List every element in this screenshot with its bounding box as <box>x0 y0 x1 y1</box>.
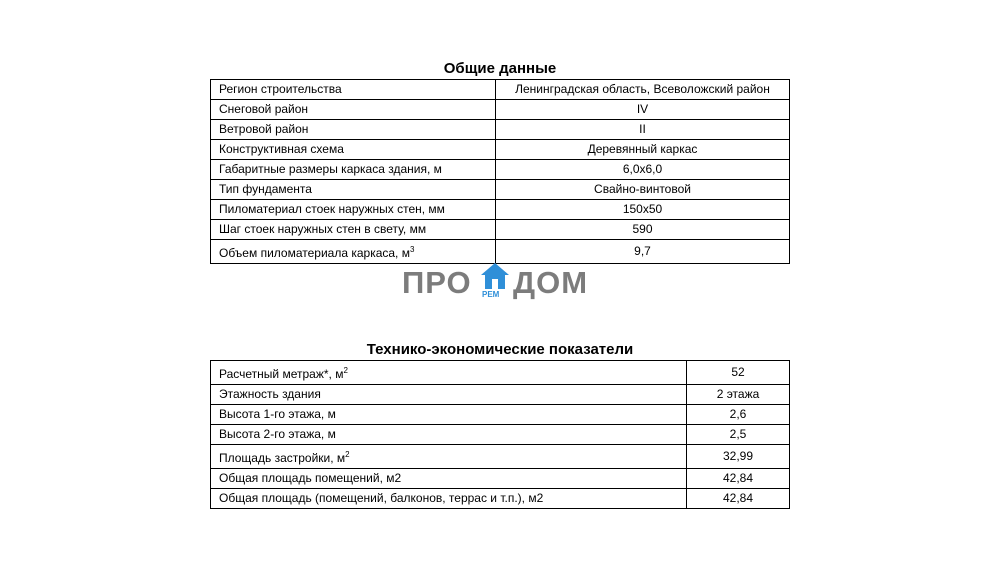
row-label <box>211 445 687 469</box>
table-row <box>211 80 790 100</box>
row-value: 52 <box>687 361 790 385</box>
unit-superscript: 3 <box>409 245 415 254</box>
row-label <box>211 361 687 385</box>
row-label-text: Расчетный метраж*, м <box>219 367 344 381</box>
logo-word-dom: ДОМ <box>513 265 589 300</box>
row-label-text: Габаритные размеры каркаса здания, м <box>219 162 442 176</box>
row-value: 42,84 <box>687 489 790 509</box>
row-label <box>211 180 496 200</box>
row-label-text: Объем пиломатериала каркаса, м <box>219 246 410 260</box>
row-value: Ленинградская область, Всеволожский район <box>496 80 790 100</box>
table-row <box>211 160 790 180</box>
row-label-text: Пиломатериал стоек наружных стен, мм <box>219 202 445 216</box>
row-label-text: Конструктивная схема <box>219 142 344 156</box>
row-value: 9,7 <box>496 240 790 264</box>
unit-superscript: 2 <box>345 450 350 459</box>
row-label-text: Тип фундамента <box>219 182 312 196</box>
row-value: 2,5 <box>687 425 790 445</box>
row-value: IV <box>496 100 790 120</box>
row-label <box>211 80 496 100</box>
table-row <box>211 180 790 200</box>
row-label-text: Общая площадь (помещений, балконов, террас и т.п.), м2 <box>219 491 544 505</box>
row-label <box>211 140 496 160</box>
row-value: 2,6 <box>687 405 790 425</box>
general-data-table <box>210 79 790 264</box>
row-label <box>211 385 687 405</box>
row-label-text: Высота 1-го этажа, м <box>219 407 336 421</box>
row-label-text: Шаг стоек наружных стен в свету, мм <box>219 222 427 236</box>
row-label-text: Высота 2-го этажа, м <box>219 427 336 441</box>
table-row <box>211 405 790 425</box>
table-row <box>211 120 790 140</box>
table-row <box>211 489 790 509</box>
tech-indicators-title: Технико-экономические показатели <box>366 341 634 358</box>
row-label <box>211 220 496 240</box>
row-label <box>211 425 687 445</box>
row-label <box>211 160 496 180</box>
row-value: 150х50 <box>496 200 790 220</box>
table-row <box>211 469 790 489</box>
table-row <box>211 361 790 385</box>
row-value: 2 этажа <box>687 385 790 405</box>
row-label-text: Площадь застройки, м <box>219 451 346 465</box>
table-row <box>211 385 790 405</box>
row-value: 6,0х6,0 <box>496 160 790 180</box>
logo-sub-rem: РЕМ <box>482 290 500 299</box>
row-label-text: Регион строительства <box>219 82 342 96</box>
row-label-text: Общая площадь помещений, м2 <box>219 471 402 485</box>
row-label <box>211 100 496 120</box>
table-row <box>211 100 790 120</box>
table-row <box>211 220 790 240</box>
table-row <box>211 425 790 445</box>
row-label <box>211 405 687 425</box>
row-label-text: Снеговой район <box>219 102 309 116</box>
row-value: 42,84 <box>687 469 790 489</box>
table-row <box>211 140 790 160</box>
tech-indicators-table <box>210 360 790 509</box>
row-value: Свайно-винтовой <box>496 180 790 200</box>
general-data-title: Общие данные <box>443 60 557 77</box>
row-label-text: Этажность здания <box>219 387 321 401</box>
row-label <box>211 489 687 509</box>
table-row <box>211 445 790 469</box>
row-label-text: Ветровой район <box>219 122 309 136</box>
table-row <box>211 200 790 220</box>
row-value: 590 <box>496 220 790 240</box>
row-value: II <box>496 120 790 140</box>
row-label <box>211 469 687 489</box>
logo-word-pro: ПРО <box>402 265 472 300</box>
row-value: Деревянный каркас <box>496 140 790 160</box>
watermark-logo <box>402 259 602 309</box>
row-value: 32,99 <box>687 445 790 469</box>
row-label <box>211 200 496 220</box>
row-label <box>211 120 496 140</box>
unit-superscript: 2 <box>343 366 348 375</box>
